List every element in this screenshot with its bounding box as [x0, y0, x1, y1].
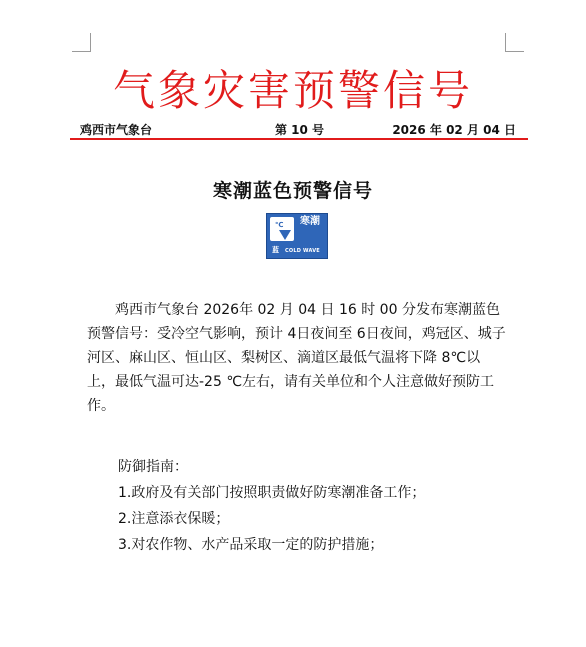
header-divider [70, 138, 528, 140]
page-corner-mark-top-right [505, 33, 524, 52]
guidance-item: 1.政府及有关部门按照职责做好防寒潮准备工作； [118, 485, 426, 501]
document-title: 气象灾害预警信号 [112, 66, 473, 115]
issuer-name: 鸡西市气象台 [80, 123, 153, 137]
warning-title: 寒潮蓝色预警信号 [212, 180, 373, 202]
guidance-item: 3.对农作物、水产品采取一定的防护措施； [118, 537, 384, 553]
issue-number: 第 10 号 [275, 123, 325, 137]
guidance-section [118, 454, 425, 558]
signal-label-en: COLD WAVE [285, 248, 320, 254]
cold-wave-blue-signal-icon [266, 213, 328, 259]
issue-date: 2026 年 02 月 04 日 [392, 123, 516, 137]
guidance-heading: 防御指南： [118, 459, 188, 475]
guidance-item: 2.注意添衣保暖； [118, 511, 230, 527]
signal-label-cn: 寒潮 [300, 216, 320, 227]
thermometer-icon [270, 217, 294, 241]
signal-symbol: ℃ [275, 221, 284, 229]
signal-level: 蓝 [272, 246, 279, 254]
issue-info-row [80, 121, 516, 139]
warning-body [87, 298, 507, 418]
page-corner-mark-top-left [72, 33, 91, 52]
warning-body-paragraph: 鸡西市气象台 2026年 02 月 04 日 16 时 00 分发布寒潮蓝色预警信号：受冷空气影响，预计 4日夜间至 6日夜间，鸡冠区、城子河区、麻山区、恒山区、梨树区、滴道区最低气温将下降 8℃以上，最低气温可达-25 ℃左右，请有关单位和个人注意做好预防工作。 [87, 302, 506, 414]
down-arrow-icon [279, 230, 291, 240]
